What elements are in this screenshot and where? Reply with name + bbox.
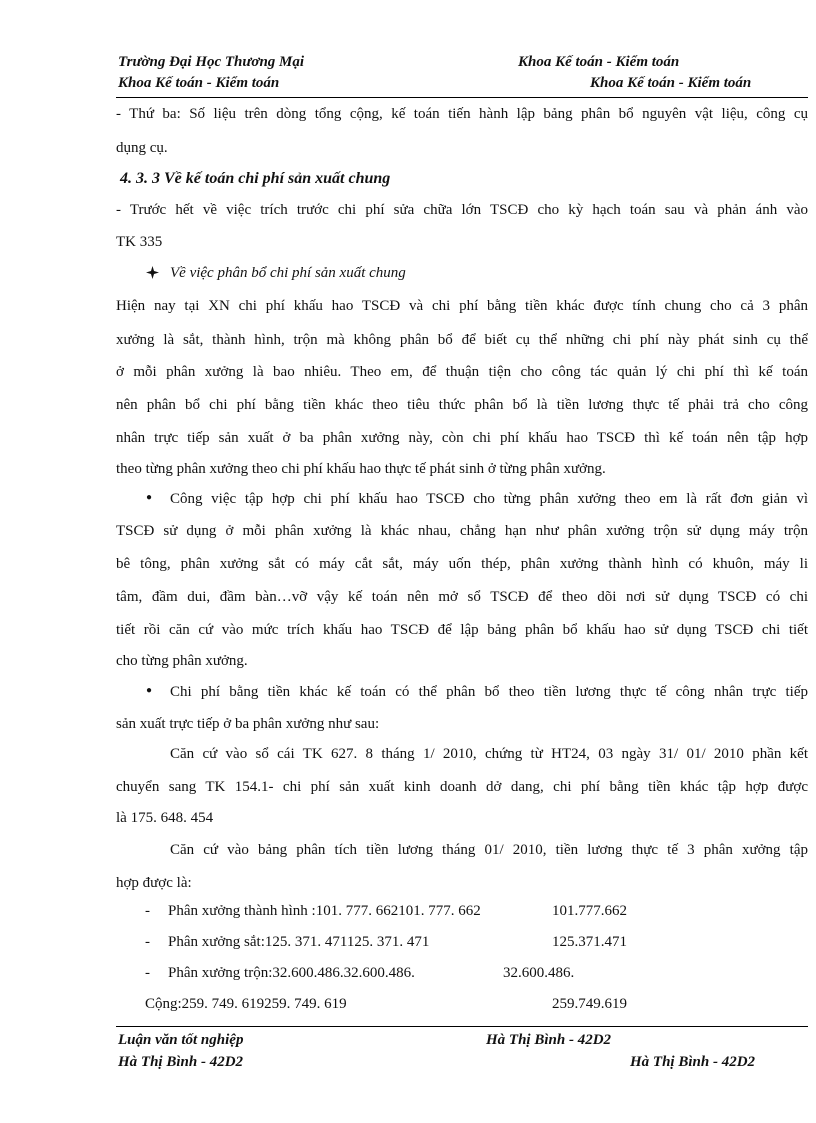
body-line: - Trước hết về việc trích trước chi phí sửa chữa lớn TSCĐ cho kỳ hạch toán sau và phản ánh vào	[116, 202, 808, 218]
list-item-value: 101.777.662	[552, 903, 627, 919]
body-line: xưởng là sắt, thành hình, trộn mà không phân bổ để biết cụ thể những chi phí này phát sinh cụ thể	[116, 332, 808, 348]
body-line: Căn cứ vào sổ cái TK 627. 8 tháng 1/ 2010, chứng từ HT24, 03 ngày 31/ 01/ 2010 phần kết	[170, 746, 808, 762]
header-faculty-right: Khoa Kế toán - Kiểm toán	[518, 54, 680, 70]
list-dash: -	[145, 965, 150, 981]
body-line: dụng cụ.	[116, 140, 168, 156]
body-line: chuyển sang TK 154.1- chi phí sản xuất kinh doanh dở dang, chi phí bằng tiền khác tập hợp được	[116, 779, 808, 795]
header-faculty-left: Khoa Kế toán - Kiểm toán	[118, 75, 280, 91]
list-item-value: 32.600.486.	[503, 965, 575, 981]
footer-author-right-2: Hà Thị Bình - 42D2	[630, 1054, 756, 1070]
list-item-label: Phân xưởng trộn:32.600.486.32.600.486.	[168, 965, 415, 981]
body-line: Công việc tập hợp chi phí khấu hao TSCĐ cho từng phân xưởng theo em là rất đơn giản vì	[170, 491, 808, 507]
round-bullet-icon: ●	[146, 685, 153, 696]
footer-author-right: Hà Thị Bình - 42D2	[486, 1032, 612, 1048]
body-line: tiết rồi căn cứ vào mức trích khấu hao TSCĐ để lập bảng phân bổ khấu hao sử dụng TSCĐ chi tiết	[116, 622, 808, 638]
list-item-label: Phân xưởng sắt:125. 371. 471125. 371. 471	[168, 934, 430, 950]
footer-thesis-label: Luận văn tốt nghiệp	[118, 1032, 244, 1048]
body-line: Hiện nay tại XN chi phí khấu hao TSCĐ và chi phí bằng tiền khác được tính chung cho cả 3 phân	[116, 298, 808, 314]
header-school-name: Trường Đại Học Thương Mại	[118, 54, 305, 70]
body-line: sản xuất trực tiếp ở ba phân xưởng như sau:	[116, 716, 380, 732]
round-bullet-icon: ●	[146, 492, 153, 503]
list-dash: -	[145, 934, 150, 950]
body-line: Chi phí bằng tiền khác kế toán có thể phân bổ theo tiền lương thực tế công nhân trực tiếp	[170, 684, 808, 700]
body-line: nên phân bổ chi phí bằng tiền khác theo tiêu thức phân bổ là tiền lương thực tế phải trả cho công	[116, 397, 808, 413]
total-label: Cộng:259. 749. 619259. 749. 619	[145, 996, 347, 1012]
list-item-label: Phân xưởng thành hình :101. 777. 662101. 777. 662	[168, 903, 481, 919]
list-dash: -	[145, 903, 150, 919]
body-line: - Thứ ba: Số liệu trên dòng tổng cộng, kế toán tiến hành lập bảng phân bổ nguyên vật liệu, công cụ	[116, 106, 808, 122]
total-value: 259.749.619	[552, 996, 627, 1012]
body-line: hợp được là:	[116, 875, 192, 891]
body-line: là 175. 648. 454	[116, 810, 214, 826]
body-line: tâm, đầm dui, đầm bàn…vỡ vậy kế toán nên mở sổ TSCĐ để theo dõi nơi sử dụng TSCĐ có chi	[116, 589, 808, 605]
diamond-bullet-icon	[146, 266, 159, 279]
body-line: TK 335	[116, 234, 163, 250]
header-faculty-right-2: Khoa Kế toán - Kiểm toán	[590, 75, 752, 91]
body-line: TSCĐ sử dụng ở mỗi phân xưởng là khác nhau, chẳng hạn như phân xưởng trộn sử dụng máy trộn	[116, 523, 808, 539]
body-line: ở mỗi phân xưởng là bao nhiêu. Theo em, để thuận tiện cho công tác quản lý chi phí thì kế toán	[116, 364, 808, 380]
section-title: 4. 3. 3 Về kế toán chi phí sản xuất chung	[120, 170, 391, 187]
body-line: theo từng phân xưởng theo chi phí khấu hao thực tế phát sinh ở từng phân xưởng.	[116, 461, 606, 477]
footer-author-left: Hà Thị Bình - 42D2	[118, 1054, 244, 1070]
body-line: cho từng phân xưởng.	[116, 653, 248, 669]
body-line: bê tông, phân xưởng sắt có máy cắt sắt, máy uốn thép, phân xưởng thành hình có khuôn, máy li	[116, 556, 808, 572]
body-line: nhân trực tiếp sản xuất ở ba phân xưởng này, còn chi phí khấu hao TSCĐ thì kế toán nên tập hợp	[116, 430, 808, 446]
footer-rule	[116, 1026, 808, 1027]
subsection-title: Về việc phân bổ chi phí sản xuất chung	[170, 265, 406, 281]
list-item-value: 125.371.471	[552, 934, 627, 950]
header-rule	[116, 97, 808, 98]
body-line: Căn cứ vào bảng phân tích tiền lương tháng 01/ 2010, tiền lương thực tế 3 phân xưởng tập	[170, 842, 808, 858]
